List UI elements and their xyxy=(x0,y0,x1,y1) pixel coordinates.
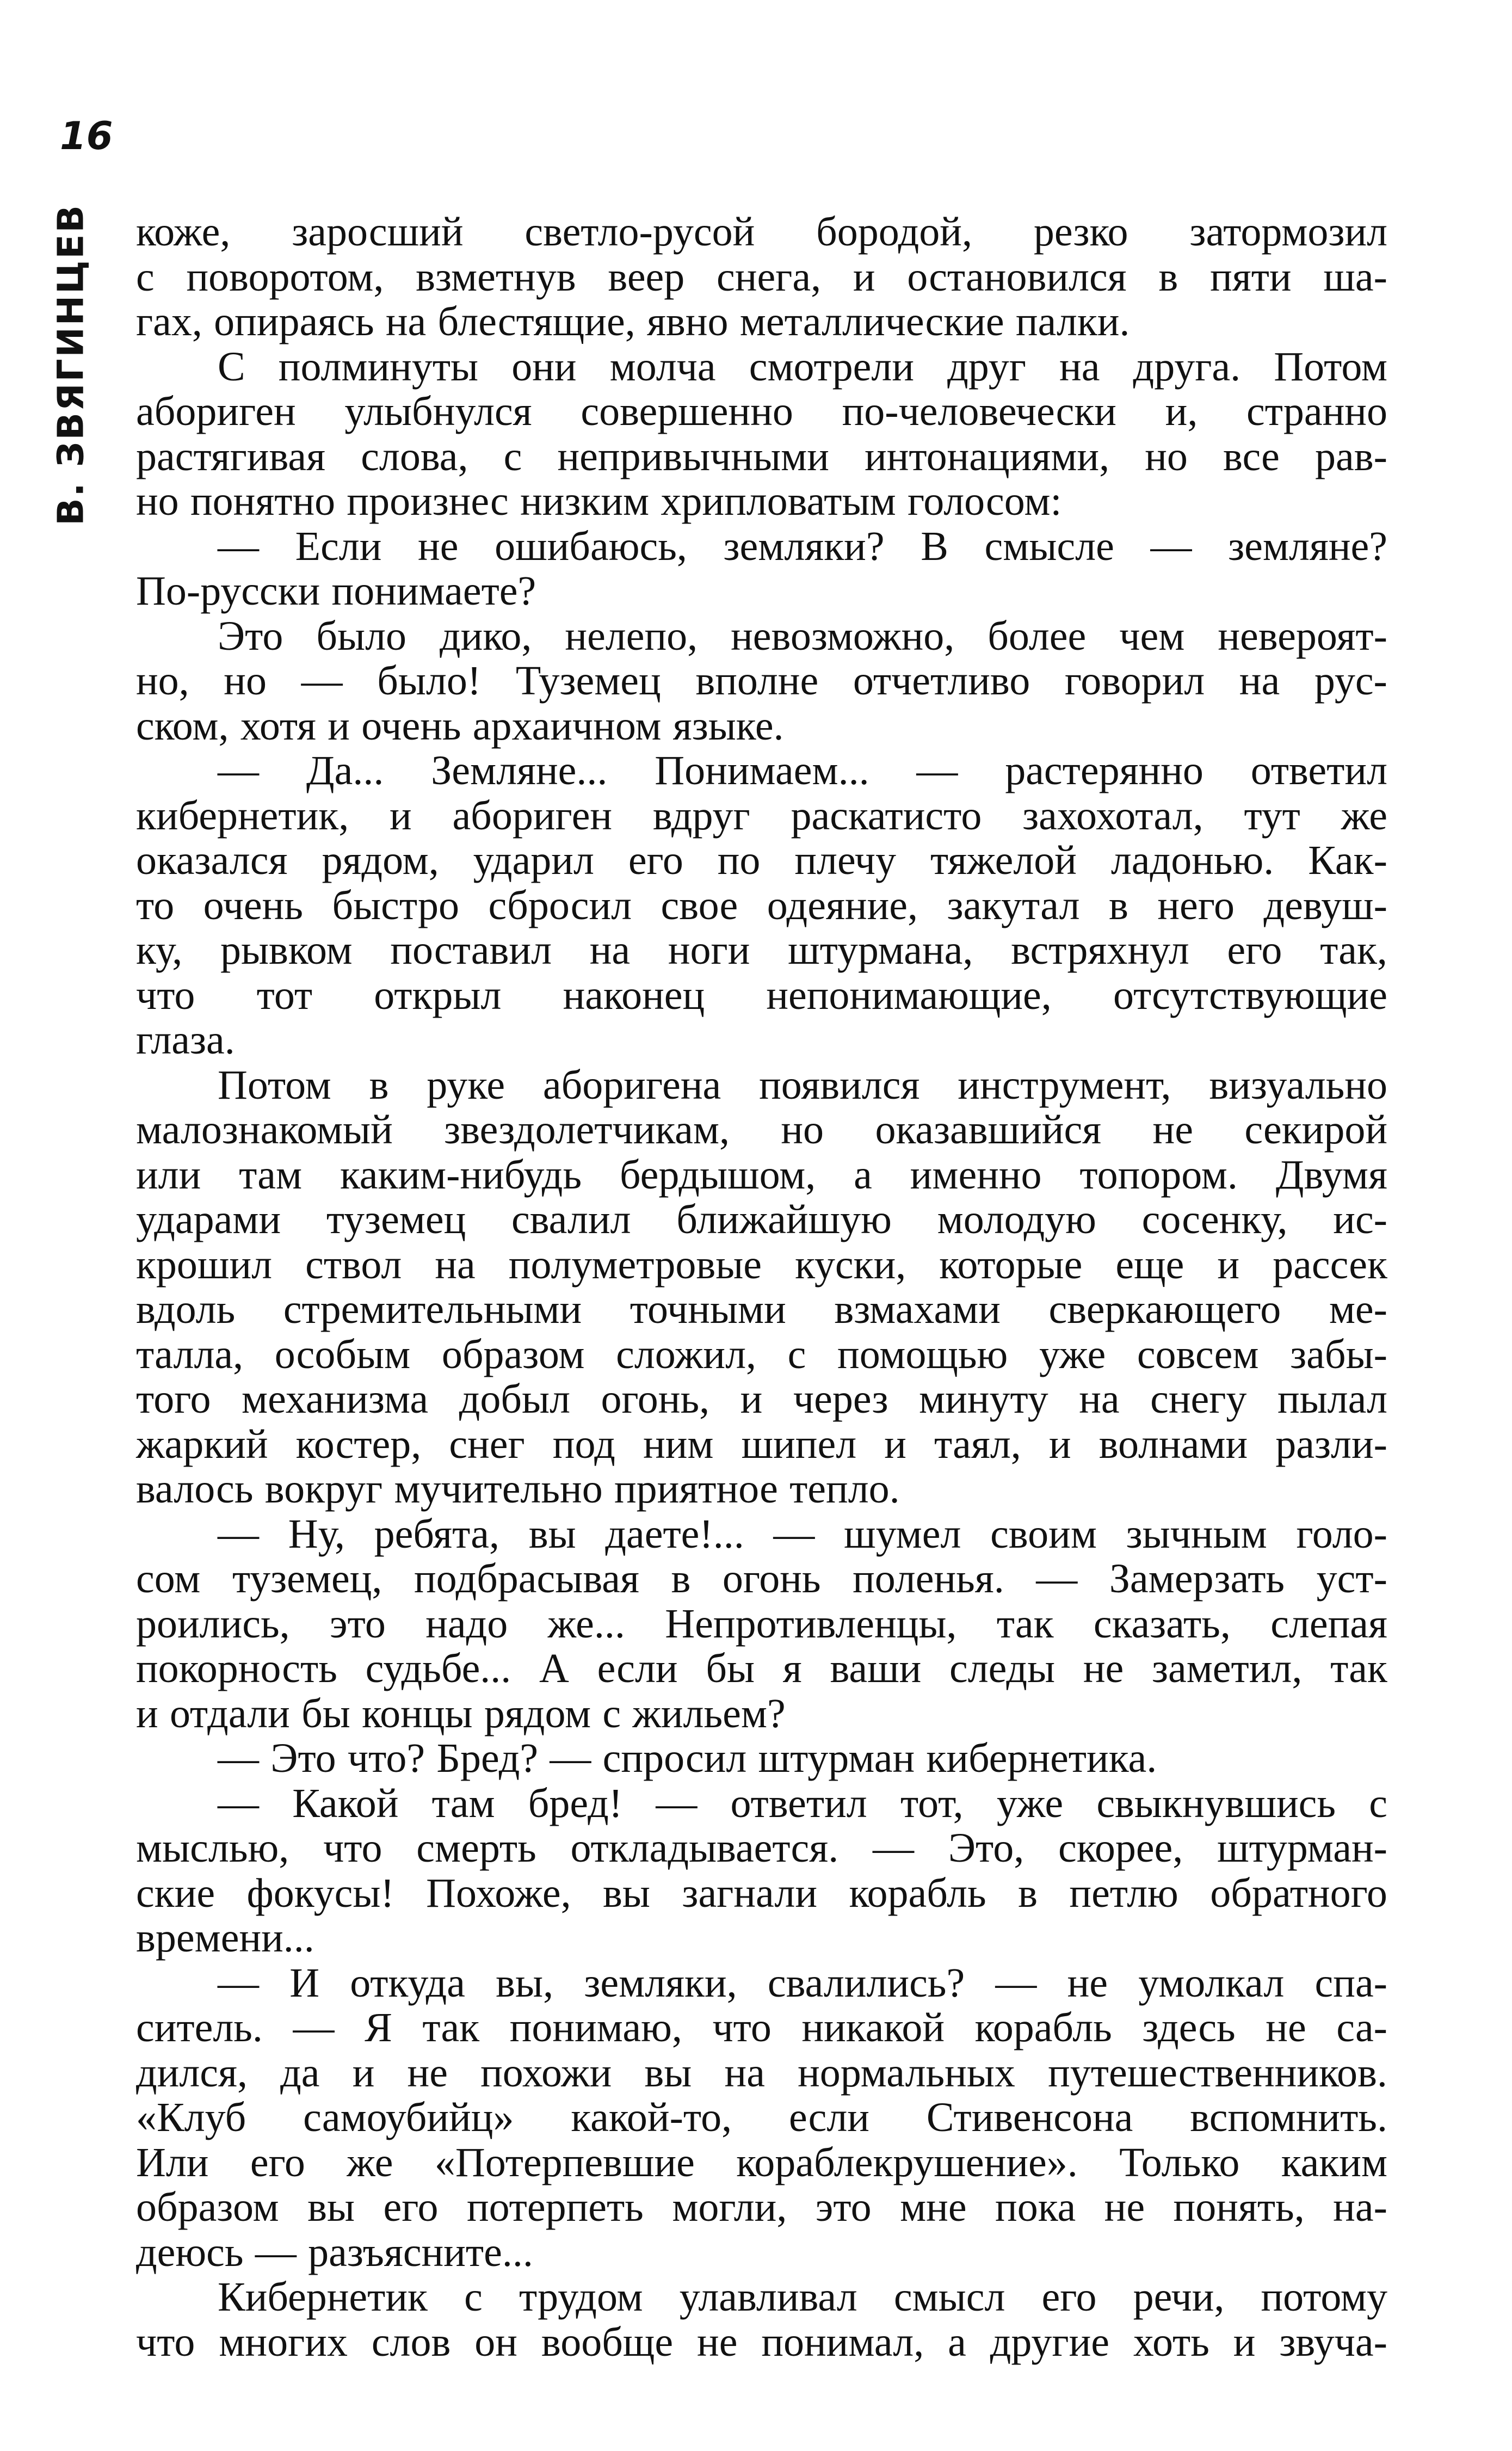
text-line: и отдали бы концы рядом с жильем? xyxy=(136,1690,786,1736)
text-line: жаркий костер, снег под ним шипел и таял, и волнами разли- xyxy=(136,1421,1387,1467)
text-line: покорность судьбе... А если бы я ваши следы не заметил, так xyxy=(136,1646,1387,1691)
text-line: — Если не ошибаюсь, земляки? В смысле — земляне? xyxy=(218,523,1387,569)
text-line: сом туземец, подбрасывая в огонь поленья. — Замерзать уст- xyxy=(136,1556,1387,1602)
text-line: малознакомый звездолетчикам, но оказавшийся не секирой xyxy=(136,1107,1387,1153)
text-line: глаза. xyxy=(136,1017,235,1063)
running-head xyxy=(38,196,103,533)
text-line: талла, особым образом сложил, с помощью уже совсем забы- xyxy=(136,1331,1387,1377)
text-line: вдоль стремительными точными взмахами сверкающего ме- xyxy=(136,1286,1387,1332)
text-line: — Да... Земляне... Понимаем... — растерянно ответил xyxy=(218,748,1387,793)
text-line: что многих слов он вообще не понимал, а другие хоть и звуча- xyxy=(136,2319,1387,2365)
text-line: — Какой там бред! — ответил тот, уже свыкнувшись с xyxy=(218,1780,1387,1826)
text-line: дился, да и не похожи вы на нормальных путешественников. xyxy=(136,2049,1387,2096)
text-line: По-русски понимаете? xyxy=(136,568,536,614)
text-line: того механизма добыл огонь, и через минуту на снегу пылал xyxy=(136,1376,1387,1422)
text-line: но понятно произнес низким хрипловатым голосом: xyxy=(136,478,1062,524)
text-line: ские фокусы! Похоже, вы загнали корабль в петлю обратного xyxy=(136,1870,1387,1916)
text-line: Или его же «Потерпевшие кораблекрушение». Только каким xyxy=(136,2139,1387,2185)
text-line: ситель. — Я так понимаю, что никакой корабль здесь не са- xyxy=(136,2005,1387,2050)
text-line: «Клуб самоубийц» какой-то, если Стивенсона вспомнить. xyxy=(136,2095,1387,2140)
text-line: абориген улыбнулся совершенно по-человечески и, странно xyxy=(136,389,1387,434)
text-line: — Ну, ребята, вы даете!... — шумел своим зычным голо- xyxy=(218,1511,1387,1557)
text-line: крошил ствол на полуметровые куски, которые еще и рассек xyxy=(136,1241,1387,1288)
text-line: Кибернетик с трудом улавливал смысл его речи, потому xyxy=(218,2274,1387,2320)
text-line: с поворотом, взметнув веер снега, и остановился в пяти ша- xyxy=(136,254,1387,300)
text-line: — И откуда вы, земляки, свалились? — не умолкал спа- xyxy=(218,1960,1387,2006)
text-line: кибернетик, и абориген вдруг раскатисто захохотал, тут же xyxy=(136,792,1387,839)
running-head-text: В. ЗВЯГИНЦЕВ xyxy=(50,204,92,526)
body-text xyxy=(136,210,1387,2364)
page-number: 16 xyxy=(60,114,113,158)
text-line: деюсь — разъясните... xyxy=(136,2229,533,2275)
text-line: оказался рядом, ударил его по плечу тяжелой ладонью. Как- xyxy=(136,837,1387,883)
text-line: то очень быстро сбросил свое одеяние, закутал в него девуш- xyxy=(136,882,1387,928)
text-line: что тот открыл наконец непонимающие, отсутствующие xyxy=(136,972,1387,1018)
text-line: мыслью, что смерть откладывается. — Это, скорее, штурман- xyxy=(136,1825,1387,1871)
text-line: — Это что? Бред? — спросил штурман кибернетика. xyxy=(218,1735,1157,1781)
text-line: С полминуты они молча смотрели друг на друга. Потом xyxy=(218,343,1387,390)
text-line: ударами туземец свалил ближайшую молодую сосенку, ис- xyxy=(136,1197,1387,1242)
text-line: ском, хотя и очень архаичном языке. xyxy=(136,703,784,749)
text-line: времени... xyxy=(136,1915,314,1961)
text-line: ку, рывком поставил на ноги штурмана, встряхнул его так, xyxy=(136,927,1387,973)
text-line: Это было дико, нелепо, невозможно, более чем невероят- xyxy=(218,613,1387,659)
text-line: валось вокруг мучительно приятное тепло. xyxy=(136,1466,900,1512)
text-line: гах, опираясь на блестящие, явно металлические палки. xyxy=(136,299,1130,344)
text-line: образом вы его потерпеть могли, это мне пока не понять, на- xyxy=(136,2184,1387,2230)
text-line: растягивая слова, с непривычными интонациями, но все рав- xyxy=(136,433,1387,479)
text-line: Потом в руке аборигена появился инструмент, визуально xyxy=(218,1062,1387,1108)
text-line: коже, заросший светло-русой бородой, резко затормозил xyxy=(136,209,1387,255)
text-line: но, но — было! Туземец вполне отчетливо говорил на рус- xyxy=(136,658,1387,704)
text-line: или там каким-нибудь бердышом, а именно топором. Двумя xyxy=(136,1151,1387,1198)
text-line: роились, это надо же... Непротивленцы, так сказать, слепая xyxy=(136,1600,1387,1647)
